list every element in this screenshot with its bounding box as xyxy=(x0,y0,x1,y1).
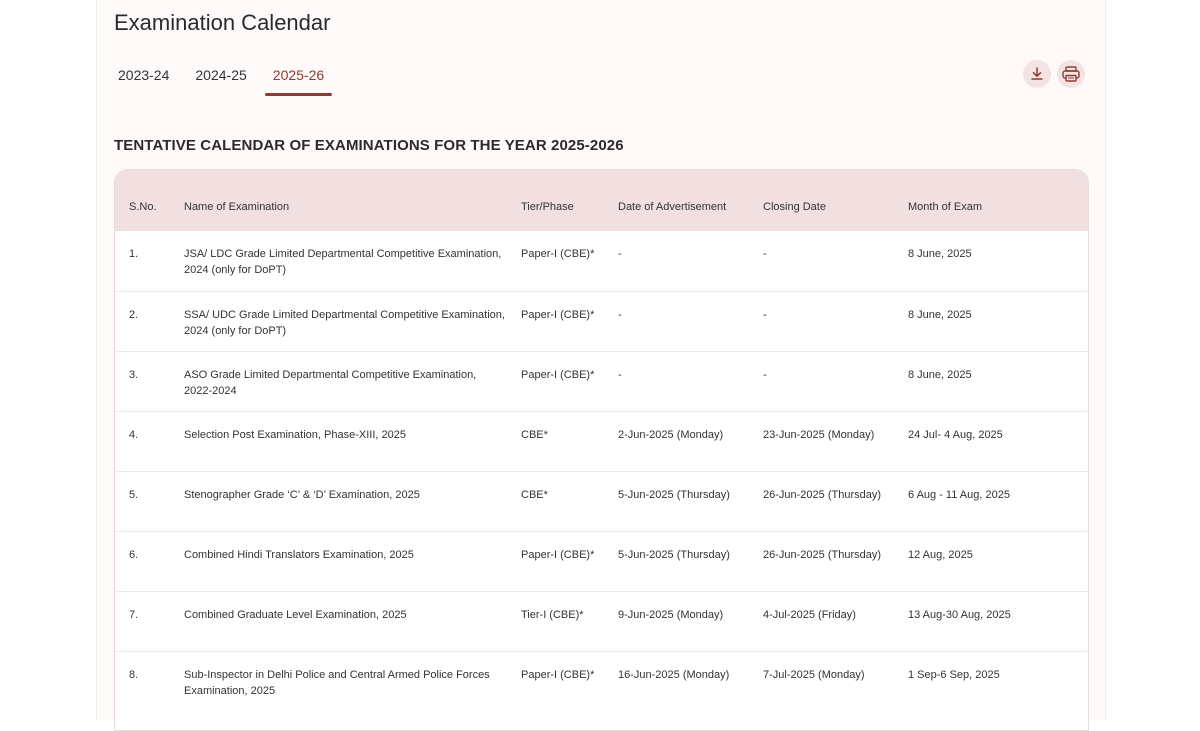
header-advertisement-date: Date of Advertisement xyxy=(618,201,727,213)
cell-advertisement-date: 9-Jun-2025 (Monday) xyxy=(618,609,724,621)
cell-closing-date: 4-Jul-2025 (Friday) xyxy=(763,609,856,621)
cell-sno: 7. xyxy=(129,609,139,621)
header-exam-name: Name of Examination xyxy=(184,201,290,213)
cell-advertisement-date: - xyxy=(618,248,622,260)
cell-exam-name: Stenographer Grade ‘C’ & ‘D’ Examination, 2025 xyxy=(184,489,420,501)
cell-exam-month: 8 June, 2025 xyxy=(908,309,972,321)
header-exam-month: Month of Exam xyxy=(908,201,982,213)
tab-2023-24[interactable]: 2023-24 xyxy=(118,67,170,83)
cell-exam-name: Combined Graduate Level Examination, 2025 xyxy=(184,609,407,621)
cell-tier: Paper-I (CBE)* xyxy=(521,248,595,260)
printer-icon xyxy=(1061,65,1081,83)
cell-advertisement-date: - xyxy=(618,309,622,321)
cell-exam-month: 1 Sep-6 Sep, 2025 xyxy=(908,669,1000,681)
cell-sno: 2. xyxy=(129,309,139,321)
cell-advertisement-date: 5-Jun-2025 (Thursday) xyxy=(618,489,730,501)
cell-sno: 1. xyxy=(129,248,139,260)
table-body xyxy=(115,231,1088,711)
cell-exam-month: 24 Jul- 4 Aug, 2025 xyxy=(908,429,1003,441)
year-tabs xyxy=(110,60,342,96)
table-row xyxy=(115,591,1088,651)
cell-exam-month: 12 Aug, 2025 xyxy=(908,549,973,561)
cell-exam-name: JSA/ LDC Grade Limited Departmental Competitive Examination, 2024 (only for DoPT) xyxy=(184,248,502,276)
cell-sno: 5. xyxy=(129,489,139,501)
cell-sno: 4. xyxy=(129,429,139,441)
cell-exam-name: Combined Hindi Translators Examination, 2025 xyxy=(184,549,414,561)
cell-advertisement-date: 5-Jun-2025 (Thursday) xyxy=(618,549,730,561)
main-panel xyxy=(96,0,1106,720)
cell-closing-date: - xyxy=(763,309,767,321)
table-row xyxy=(115,531,1088,591)
table-row xyxy=(115,291,1088,351)
cell-exam-name: SSA/ UDC Grade Limited Departmental Competitive Examination, 2024 (only for DoPT) xyxy=(184,309,505,337)
cell-exam-month: 13 Aug-30 Aug, 2025 xyxy=(908,609,1011,621)
table-row xyxy=(115,231,1088,291)
table-row xyxy=(115,651,1088,711)
cell-closing-date: 7-Jul-2025 (Monday) xyxy=(763,669,865,681)
cell-exam-month: 8 June, 2025 xyxy=(908,248,972,260)
cell-advertisement-date: 2-Jun-2025 (Monday) xyxy=(618,429,724,441)
header-closing-date: Closing Date xyxy=(763,201,826,213)
cell-exam-month: 8 June, 2025 xyxy=(908,369,972,381)
cell-tier: Paper-I (CBE)* xyxy=(521,549,595,561)
download-button[interactable] xyxy=(1023,60,1051,88)
header-sno: S.No. xyxy=(129,201,157,213)
table-row xyxy=(115,351,1088,411)
cell-tier: Paper-I (CBE)* xyxy=(521,669,595,681)
table-row xyxy=(115,471,1088,531)
cell-closing-date: 26-Jun-2025 (Thursday) xyxy=(763,489,882,501)
download-icon xyxy=(1029,66,1045,82)
cell-closing-date: - xyxy=(763,248,767,260)
cell-sno: 3. xyxy=(129,369,139,381)
cell-exam-name: ASO Grade Limited Departmental Competitive Examination, 2022-2024 xyxy=(184,369,477,397)
calendar-heading: TENTATIVE CALENDAR OF EXAMINATIONS FOR THE YEAR 2025-2026 xyxy=(114,137,624,154)
cell-tier: CBE* xyxy=(521,489,548,501)
cell-advertisement-date: 16-Jun-2025 (Monday) xyxy=(618,669,730,681)
cell-closing-date: - xyxy=(763,369,767,381)
cell-exam-name: Sub-Inspector in Delhi Police and Central Armed Police Forces Examination, 2025 xyxy=(184,669,490,697)
header-tier: Tier/Phase xyxy=(521,201,574,213)
print-button[interactable] xyxy=(1057,60,1085,88)
cell-tier: CBE* xyxy=(521,429,548,441)
cell-advertisement-date: - xyxy=(618,369,622,381)
cell-closing-date: 26-Jun-2025 (Thursday) xyxy=(763,549,882,561)
table-row xyxy=(115,411,1088,471)
cell-exam-name: Selection Post Examination, Phase-XIII, 2025 xyxy=(184,429,406,441)
cell-sno: 8. xyxy=(129,669,139,681)
cell-tier: Paper-I (CBE)* xyxy=(521,309,595,321)
cell-sno: 6. xyxy=(129,549,139,561)
cell-exam-month: 6 Aug - 11 Aug, 2025 xyxy=(908,489,1010,501)
tab-2024-25[interactable]: 2024-25 xyxy=(195,67,247,83)
cell-tier: Paper-I (CBE)* xyxy=(521,369,595,381)
exam-table xyxy=(114,169,1089,731)
cell-tier: Tier-I (CBE)* xyxy=(521,609,584,621)
page-title: Examination Calendar xyxy=(114,10,331,35)
tab-2025-26[interactable]: 2025-26 xyxy=(265,60,332,96)
table-header xyxy=(115,170,1088,231)
cell-closing-date: 23-Jun-2025 (Monday) xyxy=(763,429,875,441)
